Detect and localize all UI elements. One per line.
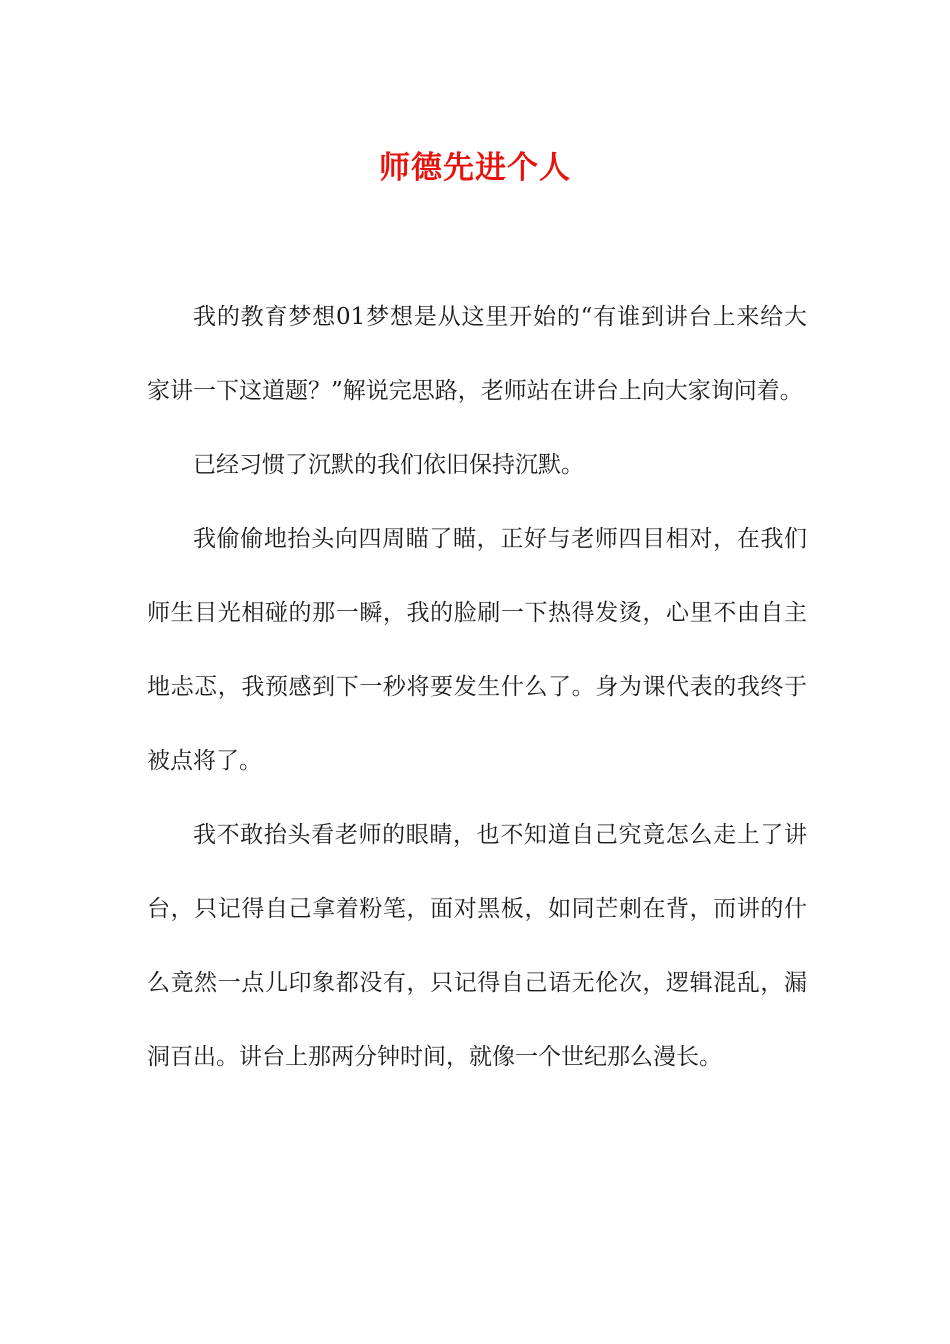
document-body	[147, 280, 807, 1094]
paragraph: 已经习惯了沉默的我们依旧保持沉默。	[193, 452, 584, 478]
paragraph: 我偷偷地抬头向四周瞄了瞄，正好与老师四目相对，在我们师生目光相碰的那一瞬，我的脸刷一下热得发烫，心里不由自主地忐忑，我预感到下一秒将要发生什么了。身为课代表的我终于被点将了。	[147, 526, 807, 774]
paragraph: 我不敢抬头看老师的眼睛，也不知道自己究竟怎么走上了讲台，只记得自己拿着粉笔，面对黑板，如同芒刺在背，而讲的什么竟然一点儿印象都没有，只记得自己语无伦次，逻辑混乱，漏洞百出。讲台上那两分钟时间，就像一个世纪那么漫长。	[147, 822, 807, 1070]
document-title: 师德先进个人	[379, 150, 571, 186]
paragraph: 我的教育梦想01梦想是从这里开始的“有谁到讲台上来给大家讲一下这道题？”解说完思路，老师站在讲台上向大家询问着。	[147, 304, 807, 404]
